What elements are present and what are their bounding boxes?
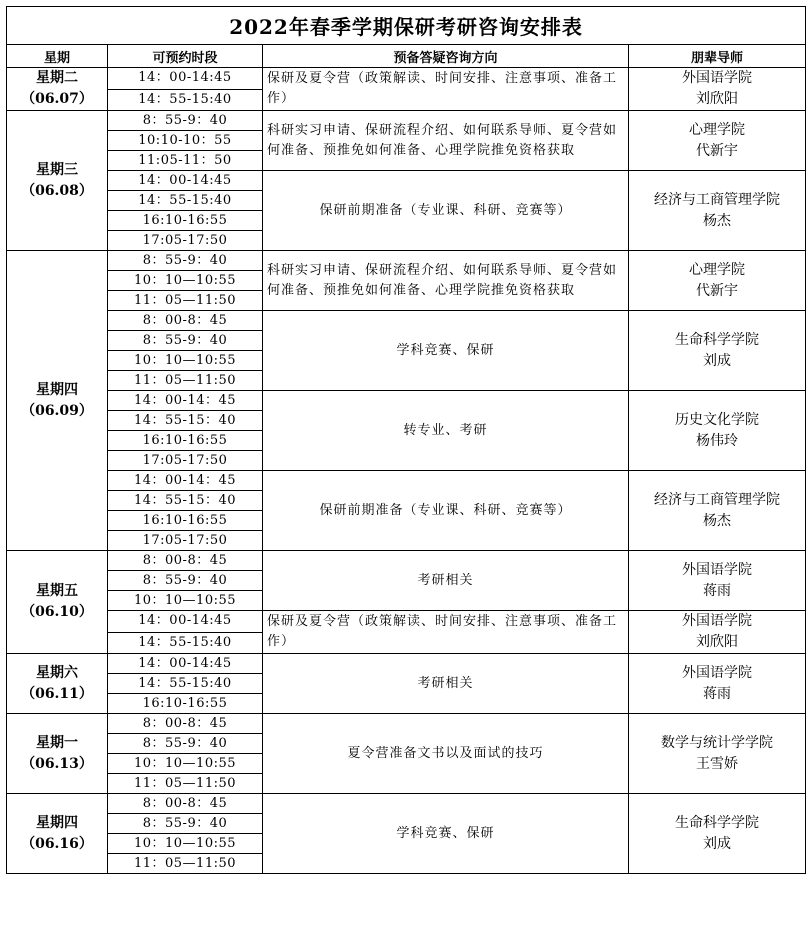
mentor-name: 蒋雨 bbox=[703, 582, 732, 599]
time-slot: 10：10—10:55 bbox=[108, 591, 263, 611]
day-cell bbox=[7, 111, 108, 251]
table-row bbox=[7, 611, 806, 633]
mentor-cell bbox=[629, 794, 806, 874]
consult-direction: 转专业、考研 bbox=[263, 391, 629, 471]
table-row bbox=[7, 654, 806, 674]
day-cell bbox=[7, 794, 108, 874]
mentor-cell bbox=[629, 111, 806, 171]
weekday-label: 星期二 bbox=[36, 70, 78, 86]
mentor-college: 外国语学院 bbox=[682, 561, 753, 578]
weekday-label: 星期三 bbox=[36, 161, 78, 178]
mentor-name: 刘成 bbox=[703, 352, 732, 369]
time-slot: 14：55-15：40 bbox=[108, 491, 263, 511]
date-label: （06.16） bbox=[21, 835, 93, 852]
time-slot: 14：00-14：45 bbox=[108, 391, 263, 411]
mentor-cell bbox=[629, 251, 806, 311]
time-slot: 10：10—10:55 bbox=[108, 351, 263, 371]
time-slot: 8：55-9：40 bbox=[108, 251, 263, 271]
time-slot: 11：05—11:50 bbox=[108, 371, 263, 391]
mentor-college: 生命科学学院 bbox=[675, 814, 760, 831]
time-slot: 14：00-14：45 bbox=[108, 471, 263, 491]
mentor-name: 杨杰 bbox=[703, 212, 732, 229]
mentor-name: 杨伟玲 bbox=[696, 432, 739, 449]
time-slot: 11：05—11:50 bbox=[108, 774, 263, 794]
consult-direction: 夏令营准备文书以及面试的技巧 bbox=[263, 714, 629, 794]
time-slot: 11：05—11:50 bbox=[108, 291, 263, 311]
date-label: （06.07） bbox=[21, 91, 93, 107]
table-row bbox=[7, 251, 806, 271]
time-slot: 14：55-15:40 bbox=[108, 191, 263, 211]
time-slot: 16:10-16:55 bbox=[108, 694, 263, 714]
consult-direction: 学科竞赛、保研 bbox=[263, 794, 629, 874]
mentor-college: 经济与工商管理学院 bbox=[654, 191, 781, 208]
weekday-label: 星期六 bbox=[36, 664, 78, 681]
mentor-college: 经济与工商管理学院 bbox=[654, 491, 781, 508]
mentor-college: 历史文化学院 bbox=[675, 411, 760, 428]
mentor-name: 蒋雨 bbox=[703, 685, 732, 702]
table-title: 2022年春季学期保研考研咨询安排表 bbox=[7, 7, 806, 45]
header-row bbox=[7, 45, 806, 68]
date-label: （06.09） bbox=[21, 402, 93, 419]
time-slot: 17:05-17:50 bbox=[108, 231, 263, 251]
time-slot: 14：55-15:40 bbox=[108, 674, 263, 694]
time-slot: 10：10—10:55 bbox=[108, 271, 263, 291]
consult-direction: 考研相关 bbox=[263, 551, 629, 611]
day-cell bbox=[7, 654, 108, 714]
mentor-college: 外国语学院 bbox=[682, 70, 753, 86]
header-mentor: 朋辈导师 bbox=[629, 45, 806, 68]
time-slot: 14：00-14:45 bbox=[108, 68, 263, 90]
schedule-document bbox=[6, 6, 805, 874]
time-slot: 8：00-8：45 bbox=[108, 311, 263, 331]
time-slot: 14：55-15:40 bbox=[108, 89, 263, 111]
table-row bbox=[7, 551, 806, 571]
mentor-cell bbox=[629, 471, 806, 551]
table-row bbox=[7, 391, 806, 411]
time-slot: 8：00-8：45 bbox=[108, 551, 263, 571]
time-slot: 14：00-14:45 bbox=[108, 171, 263, 191]
mentor-cell bbox=[629, 654, 806, 714]
mentor-cell bbox=[629, 311, 806, 391]
consult-direction: 科研实习申请、保研流程介绍、如何联系导师、夏令营如何准备、预推免如何准备、心理学院推免资格获取 bbox=[263, 111, 629, 171]
table-row bbox=[7, 311, 806, 331]
table-row bbox=[7, 714, 806, 734]
table-row bbox=[7, 111, 806, 131]
time-slot: 10：10—10:55 bbox=[108, 754, 263, 774]
mentor-college: 外国语学院 bbox=[682, 664, 753, 681]
schedule-body bbox=[7, 68, 806, 874]
table-row bbox=[7, 471, 806, 491]
date-label: （06.11） bbox=[21, 685, 93, 702]
weekday-label: 星期五 bbox=[36, 583, 78, 599]
day-cell bbox=[7, 551, 108, 654]
time-slot: 8：00-8：45 bbox=[108, 714, 263, 734]
time-slot: 8：55-9：40 bbox=[108, 111, 263, 131]
date-label: （06.10） bbox=[21, 604, 93, 620]
header-day: 星期 bbox=[7, 45, 108, 68]
consult-direction: 学科竞赛、保研 bbox=[263, 311, 629, 391]
mentor-name: 杨杰 bbox=[703, 512, 732, 529]
header-direction: 预备答疑咨询方向 bbox=[263, 45, 629, 68]
mentor-cell bbox=[629, 551, 806, 611]
weekday-label: 星期一 bbox=[36, 734, 78, 751]
mentor-cell bbox=[629, 714, 806, 794]
mentor-name: 代新宇 bbox=[696, 142, 739, 159]
schedule-table bbox=[6, 6, 806, 874]
time-slot: 8：55-9：40 bbox=[108, 571, 263, 591]
date-label: （06.13） bbox=[21, 755, 93, 772]
time-slot: 16:10-16:55 bbox=[108, 511, 263, 531]
time-slot: 8：55-9：40 bbox=[108, 734, 263, 754]
mentor-college: 数学与统计学学院 bbox=[661, 734, 774, 751]
time-slot: 8：55-9：40 bbox=[108, 814, 263, 834]
mentor-cell bbox=[629, 68, 806, 111]
time-slot: 17:05-17:50 bbox=[108, 451, 263, 471]
mentor-name: 刘欣阳 bbox=[696, 634, 739, 650]
consult-direction: 保研及夏令营（政策解读、时间安排、注意事项、准备工作） bbox=[263, 68, 629, 111]
time-slot: 14：55-15：40 bbox=[108, 411, 263, 431]
weekday-label: 星期四 bbox=[36, 381, 78, 398]
mentor-college: 心理学院 bbox=[689, 261, 746, 278]
time-slot: 16:10-16:55 bbox=[108, 211, 263, 231]
mentor-name: 代新宇 bbox=[696, 282, 739, 299]
time-slot: 17:05-17:50 bbox=[108, 531, 263, 551]
mentor-college: 生命科学学院 bbox=[675, 331, 760, 348]
date-label: （06.08） bbox=[21, 182, 93, 199]
day-cell bbox=[7, 68, 108, 111]
time-slot: 14：55-15:40 bbox=[108, 632, 263, 654]
time-slot: 10：10—10:55 bbox=[108, 834, 263, 854]
time-slot: 11:05-11：50 bbox=[108, 151, 263, 171]
consult-direction: 科研实习申请、保研流程介绍、如何联系导师、夏令营如何准备、预推免如何准备、心理学院推免资格获取 bbox=[263, 251, 629, 311]
mentor-name: 刘成 bbox=[703, 835, 732, 852]
table-row bbox=[7, 794, 806, 814]
time-slot: 8：00-8：45 bbox=[108, 794, 263, 814]
consult-direction: 保研前期准备（专业课、科研、竞赛等） bbox=[263, 171, 629, 251]
day-cell bbox=[7, 714, 108, 794]
mentor-cell bbox=[629, 611, 806, 654]
mentor-name: 王雪娇 bbox=[696, 755, 739, 772]
day-cell bbox=[7, 251, 108, 551]
consult-direction: 保研及夏令营（政策解读、时间安排、注意事项、准备工作） bbox=[263, 611, 629, 654]
mentor-name: 刘欣阳 bbox=[696, 91, 739, 107]
table-row bbox=[7, 68, 806, 90]
time-slot: 10:10-10：55 bbox=[108, 131, 263, 151]
consult-direction: 保研前期准备（专业课、科研、竞赛等） bbox=[263, 471, 629, 551]
mentor-cell bbox=[629, 391, 806, 471]
time-slot: 16:10-16:55 bbox=[108, 431, 263, 451]
mentor-cell bbox=[629, 171, 806, 251]
time-slot: 11：05—11:50 bbox=[108, 854, 263, 874]
weekday-label: 星期四 bbox=[36, 814, 78, 831]
mentor-college: 外国语学院 bbox=[682, 613, 753, 629]
header-slots: 可预约时段 bbox=[108, 45, 263, 68]
table-row bbox=[7, 171, 806, 191]
time-slot: 14：00-14:45 bbox=[108, 611, 263, 633]
consult-direction: 考研相关 bbox=[263, 654, 629, 714]
time-slot: 14：00-14:45 bbox=[108, 654, 263, 674]
mentor-college: 心理学院 bbox=[689, 121, 746, 138]
time-slot: 8：55-9：40 bbox=[108, 331, 263, 351]
